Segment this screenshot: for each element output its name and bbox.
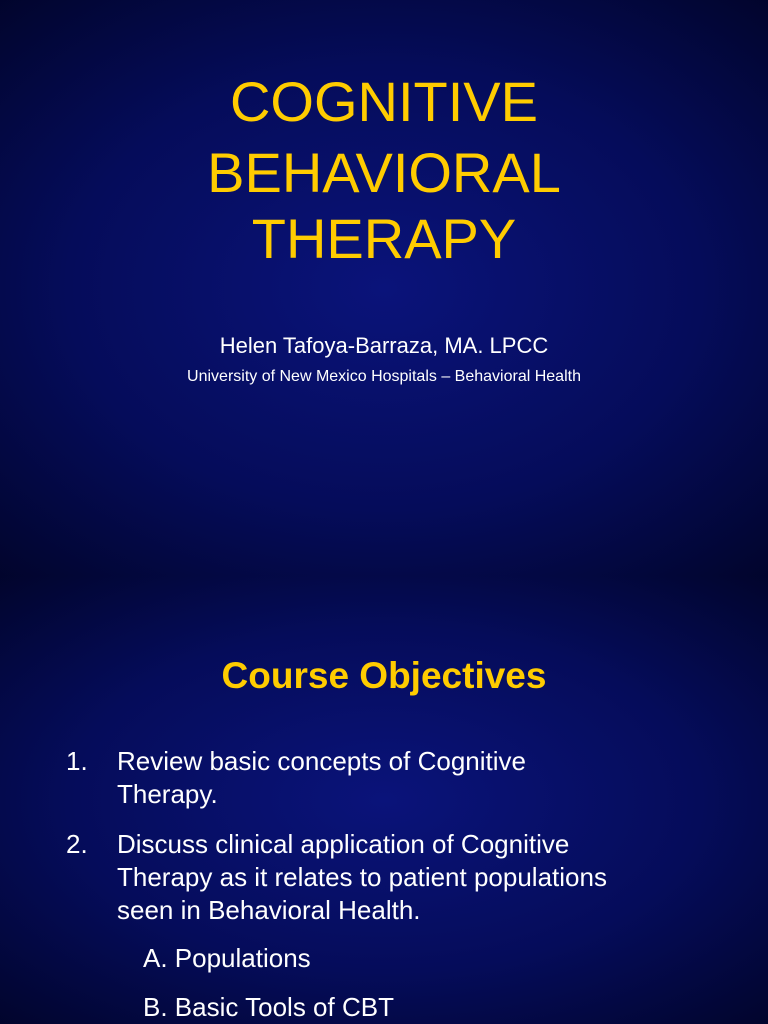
author-affiliation: University of New Mexico Hospitals – Behavioral Health bbox=[187, 368, 581, 385]
objective-subitem-basic-tools: B. Basic Tools of CBT bbox=[143, 992, 394, 1022]
author-name: Helen Tafoya-Barraza, MA. LPCC bbox=[219, 333, 549, 358]
objectives-heading: Course Objectives bbox=[221, 655, 547, 696]
objective-number-1: 1. bbox=[66, 746, 88, 776]
objective-text-2: Discuss clinical application of Cognitive Therapy as it relates to patient populations seen in Behavioral Health. bbox=[117, 829, 607, 925]
slide-title-line-2: BEHAVIORAL bbox=[207, 141, 561, 204]
objective-text-1: Review basic concepts of Cognitive Therapy. bbox=[117, 746, 526, 809]
slide-title-line-1: COGNITIVE bbox=[229, 70, 539, 133]
slide-title-line-3: THERAPY bbox=[251, 207, 517, 270]
objective-number-2: 2. bbox=[66, 829, 88, 859]
objectives-slide bbox=[0, 576, 768, 1024]
objective-subitem-populations: A. Populations bbox=[143, 943, 311, 973]
